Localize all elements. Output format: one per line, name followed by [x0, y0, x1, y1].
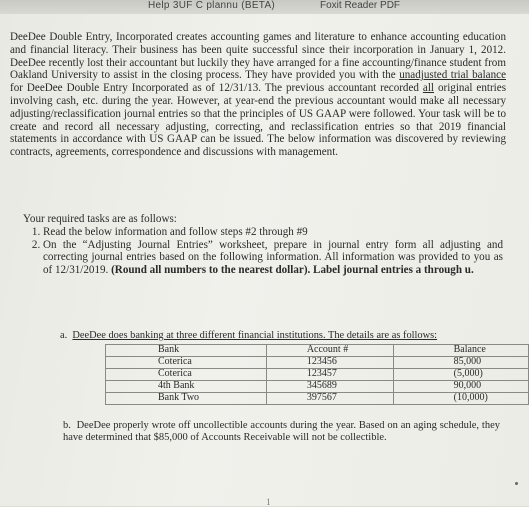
table-row	[106, 369, 529, 381]
trial-balance-underlined: unadjusted trial balance	[399, 69, 506, 82]
task-step-2-text: On the “Adjusting Journal Entries” worksheet, prepare in journal entry form all adjusting and correcting journal entries based on the following information. All information was provided to you as of 12/31/2019.	[43, 238, 503, 277]
all-underlined: all	[422, 82, 435, 95]
item-b-marker: b.	[63, 420, 71, 431]
intro-paragraph	[10, 31, 506, 159]
item-a-text: DeeDee does banking at three different financial institutions. The details are as follows:	[72, 330, 438, 341]
cell-account: 123457	[266, 369, 393, 381]
tasks-intro: Your required tasks are as follows:	[23, 213, 177, 225]
header-bank: Bank	[106, 345, 267, 357]
cell-balance: (10,000)	[393, 393, 528, 405]
task-step-2-bold: (Round all numbers to the nearest dollar). Label journal entries a through u.	[111, 264, 474, 277]
cell-bank: Bank Two	[106, 393, 267, 405]
table-row	[106, 381, 529, 393]
menu-bar-fragment[interactable]: Help 3UF C plannu (BETA)	[148, 0, 276, 11]
page-number: 1	[266, 497, 271, 507]
intro-text-3: original entries involving cash, etc. during the year. However, at year-end the previous accountant would make all necessary adjusting/reclassification journal entries so that the principles of US GAAP were followed. Your task will be to create and record all necessary adjusting, correcting, and reclassification entries so that 2019 financial statements in accordance with US GAAP can be issued. The below information was discovered by reviewing contracts, agreements, correspondence and discussions with management.	[10, 82, 507, 159]
cell-account: 123456	[266, 357, 393, 369]
cell-account: 397567	[266, 393, 393, 405]
tasks-list	[23, 226, 503, 277]
item-a-marker: a.	[60, 330, 68, 341]
app-title: Foxit Reader PDF	[320, 0, 401, 11]
cell-balance: 90,000	[393, 381, 528, 393]
table-row	[106, 393, 529, 405]
intro-text-1: DeeDee Double Entry, Incorporated creates accounting games and literature to enhance accounting education and financial literacy. Their business has been quite successful since their incorporation in January 1, 2012. DeeDee recently lost their accountant but luckily they have arranged for a fine accounting/finance student from Oakland University to assist in the closing process. They have provided you with the	[10, 31, 506, 82]
cursor-dot	[515, 482, 518, 485]
table-row	[106, 357, 529, 369]
task-step-1-text: Read the below information and follow steps #2 through #9	[43, 225, 308, 238]
document-page	[0, 14, 529, 506]
intro-text-2: for DeeDee Double Entry Incorporated as of 12/31/13. The previous accountant recorded	[10, 82, 423, 95]
header-account: Account #	[266, 345, 393, 357]
table-header-row	[106, 345, 529, 357]
bank-accounts-table	[105, 344, 529, 405]
item-b	[63, 420, 500, 445]
header-balance: Balance	[393, 345, 528, 357]
cell-balance: 85,000	[393, 357, 528, 369]
app-title-bar	[0, 0, 529, 14]
cell-bank: Coterica	[106, 369, 267, 381]
cell-bank: Coterica	[106, 357, 267, 369]
cell-balance: (5,000)	[393, 369, 528, 381]
task-step-2	[43, 239, 503, 277]
item-b-text: DeeDee properly wrote off uncollectible accounts during the year. Based on an aging schedule, they have determined that $85,000 of Accounts Receivable will not be collectible.	[63, 420, 500, 444]
required-tasks	[23, 213, 503, 277]
item-a	[60, 330, 437, 342]
cell-bank: 4th Bank	[106, 381, 267, 393]
cell-account: 345689	[266, 381, 393, 393]
task-step-1	[43, 226, 503, 239]
